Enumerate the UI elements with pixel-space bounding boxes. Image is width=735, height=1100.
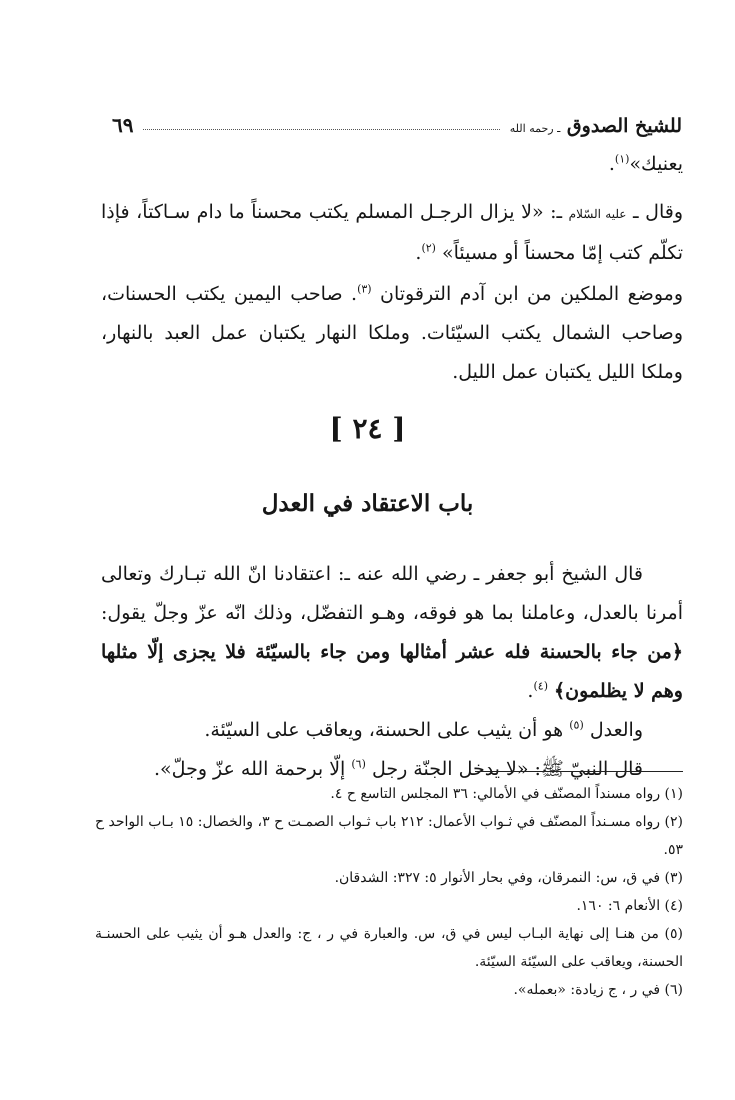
footnote-ref[interactable]: (٤)	[533, 679, 548, 693]
paragraph-angels: وموضع الملكين من ابن آدم الترقوتان $^{(٣)}$. صاحب اليمين يكتب الحسنات، وصاحب الشمال يكتب السيّئات. وملكا النهار يكتبان عمل العبد بالنهار، وملكا الليل يكتبان عمل الليل.	[101, 282, 683, 383]
chapter-body	[101, 555, 683, 789]
footnote-3: (٣) في ق، س: النمرقان، وفي بحار الأنوار ٥: ٣٢٧: الشدقان.	[334, 870, 683, 886]
footnote-ref[interactable]: (٥)	[569, 718, 584, 732]
footnote-ref[interactable]: (٣)	[357, 282, 372, 296]
footnote-5: (٥) من هنـا إلى نهاية البـاب ليس في ق، س. والعبارة في ر ، ج: والعدل هـو أن يثيب على الحسنـة الحسنة، ويعاقب على السيّئة السيّئة.	[95, 926, 683, 970]
body-paragraph: قال النبيّ ﷺ: «لا يدخل الجنّة رجل $^{(٦)}$ إلّا برحمة الله عزّ وجلّ».	[154, 757, 643, 780]
body-paragraph: والعدل $^{(٥)}$ هو أن يثيب على الحسنة، ويعاقب على السيّئة.	[204, 718, 643, 741]
footnote-ref[interactable]: (١)	[614, 152, 630, 166]
body-paragraph: قال الشيخ أبو جعفر ـ رضي الله عنه ـ: اعتقادنا انّ الله تبـارك وتعالى أمرنا بالعدل، وعاملنا بما هو فوقه، وهـو التفضّل، وذلك انّه عزّ وجلّ يقول: ﴿من جاء بالحسنة فله عشر أمثالها ومن جاء بالسيّئة فلا يجزى إلّا مثلها وهم لا يظلمون﴾ $^{(٤)}$.	[101, 563, 683, 702]
quran-verse: ﴿من جاء بالحسنة فله عشر أمثالها ومن جاء بالسيّئة فلا يجزى إلّا مثلها وهم لا يظلمون﴾	[101, 641, 683, 702]
footnote-6: (٦) في ر ، ج زيادة: «بعمله».	[513, 982, 683, 998]
paragraph-continuation: يعنيك»$^{(١)}$.	[608, 152, 683, 175]
footnote-1: (١) رواه مسنداً المصنّف في الأمالي: ٣٦ المجلس التاسع ح ٤.	[330, 786, 683, 802]
header-dotted-leader	[143, 128, 499, 130]
footnote-4: (٤) الأنعام ٦: ١٦٠.	[576, 898, 683, 914]
chapter-title: باب الاعتقاد في العدل	[261, 490, 474, 517]
footnote-2: (٢) رواه مسـنداً المصنّف في ثـواب الأعمال: ٢١٢ باب ثـواب الصمـت ح ٣، والخصال: ١٥ بـاب الواحد ح ٥٣.	[95, 814, 684, 858]
footnote-separator	[475, 771, 683, 772]
footnote-ref[interactable]: (٢)	[421, 241, 436, 255]
running-header	[112, 103, 682, 137]
chapter-number: [ ٢٤ ]	[329, 412, 406, 445]
page-number: ٦٩	[112, 113, 134, 137]
footnote-ref[interactable]: (٦)	[351, 757, 366, 771]
paragraph-hadith-speech: وقال ـ عليه السّلام ـ: «لا يزال الرجـل المسلم يكتب محسناً ما دام سـاكتاً، فإذا تكلّم كتب إمّا محسناً أو مسيئاً» $^{(٢)}$.	[101, 201, 683, 264]
header-title: للشيخ الصدوق ـ رحمه الله	[509, 115, 682, 137]
footnotes	[95, 780, 683, 1004]
